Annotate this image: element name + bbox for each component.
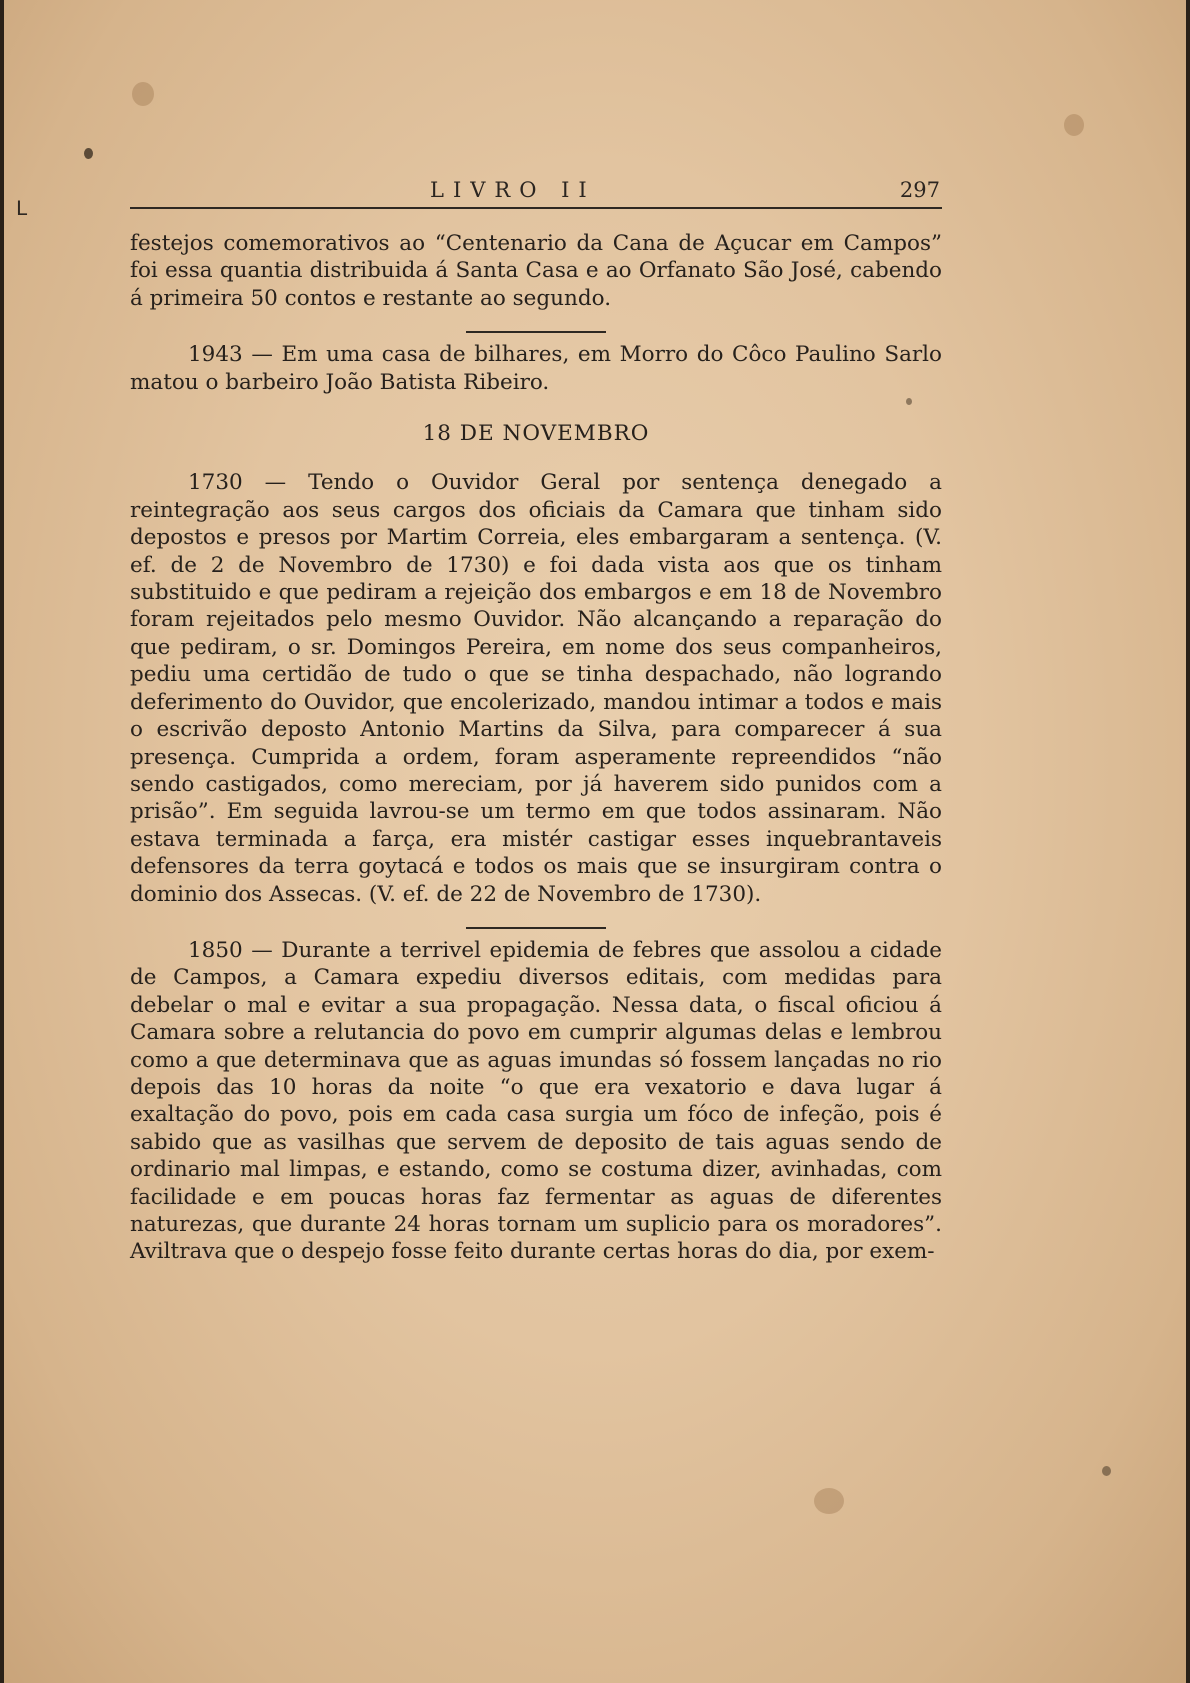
header-rule — [130, 207, 942, 209]
paper-stain — [814, 1488, 844, 1514]
paragraph: 1850 — Durante a terrivel epidemia de febres que assolou a cidade de Campos, a Camara expediu diversos editais, com medidas para debelar o mal e evitar a sua propagação. Nessa data, o fiscal oficiou á Camara sobre a relutancia do povo em cumprir algumas delas e lembrou como a que determinava que as aguas imundas só fossem lançadas no rio depois das 10 horas da noite “o que era vexatorio e dava lugar á exaltação do povo, pois em cada casa surgia um fóco de infeção, pois é sabido que as vasilhas que servem de deposito de tais aguas sendo de ordinario mal limpas, e estando, como se costuma dizer, avinhadas, com facilidade e em poucas horas faz fermentar as aguas de diferentes naturezas, que durante 24 horas tornam um suplicio para os moradores”. Aviltrava que o despejo fosse feito durante certas horas do dia, por exem- — [130, 937, 942, 1265]
separator-rule — [466, 331, 606, 333]
paper-stain — [84, 148, 93, 159]
paper-stain — [132, 82, 154, 106]
paper-stain — [1102, 1466, 1111, 1476]
book-title: LIVRO II — [430, 178, 596, 202]
margin-mark: ᒪ — [16, 196, 28, 220]
body-text — [130, 230, 942, 1266]
running-head — [130, 178, 940, 208]
paragraph: festejos comemorativos ao “Centenario da Cana de Açucar em Campos” foi essa quantia distribuida á Santa Casa e ao Orfanato São José, cabendo á primeira 50 contos e restante ao segundo. — [130, 231, 942, 311]
page-number: 297 — [899, 178, 940, 202]
paragraph: 1730 — Tendo o Ouvidor Geral por sentença denegado a reintegração aos seus cargos dos oficiais da Camara que tinham sido depostos e presos por Martim Correia, eles embargaram a sentença. (V. ef. de 2 de Novembro de 1730) e foi dada vista aos que os tinham substituido e que pediram a rejeição dos embargos e em 18 de Novembro foram rejeitados pelo mesmo Ouvidor. Não alcançando a reparação do que pediram, o sr. Domingos Pereira, em nome dos seus companheiros, pediu uma certidão de tudo o que se tinha despachado, não logrando deferimento do Ouvidor, que encolerizado, mandou intimar a todos e mais o escrivão deposto Antonio Martins da Silva, para comparecer á sua presença. Cumprida a ordem, foram asperamente repreendidos “não sendo castigados, como mereciam, por já haverem sido punidos com a prisão”. Em seguida lavrou-se um termo em que todos assinaram. Não estava terminada a farça, era mistér castigar esses inquebrantaveis defensores da terra goytacá e todos os mais que se insurgiram contra o dominio dos Assecas. (V. ef. de 22 de Novembro de 1730). — [130, 470, 942, 907]
paragraph: 1943 — Em uma casa de bilhares, em Morro do Côco Paulino Sarlo matou o barbeiro João Batista Ribeiro. — [130, 342, 942, 395]
book-page — [4, 0, 1186, 1683]
paper-stain — [1064, 114, 1084, 136]
section-heading: 18 DE NOVEMBRO — [422, 421, 650, 447]
separator-rule — [466, 927, 606, 929]
